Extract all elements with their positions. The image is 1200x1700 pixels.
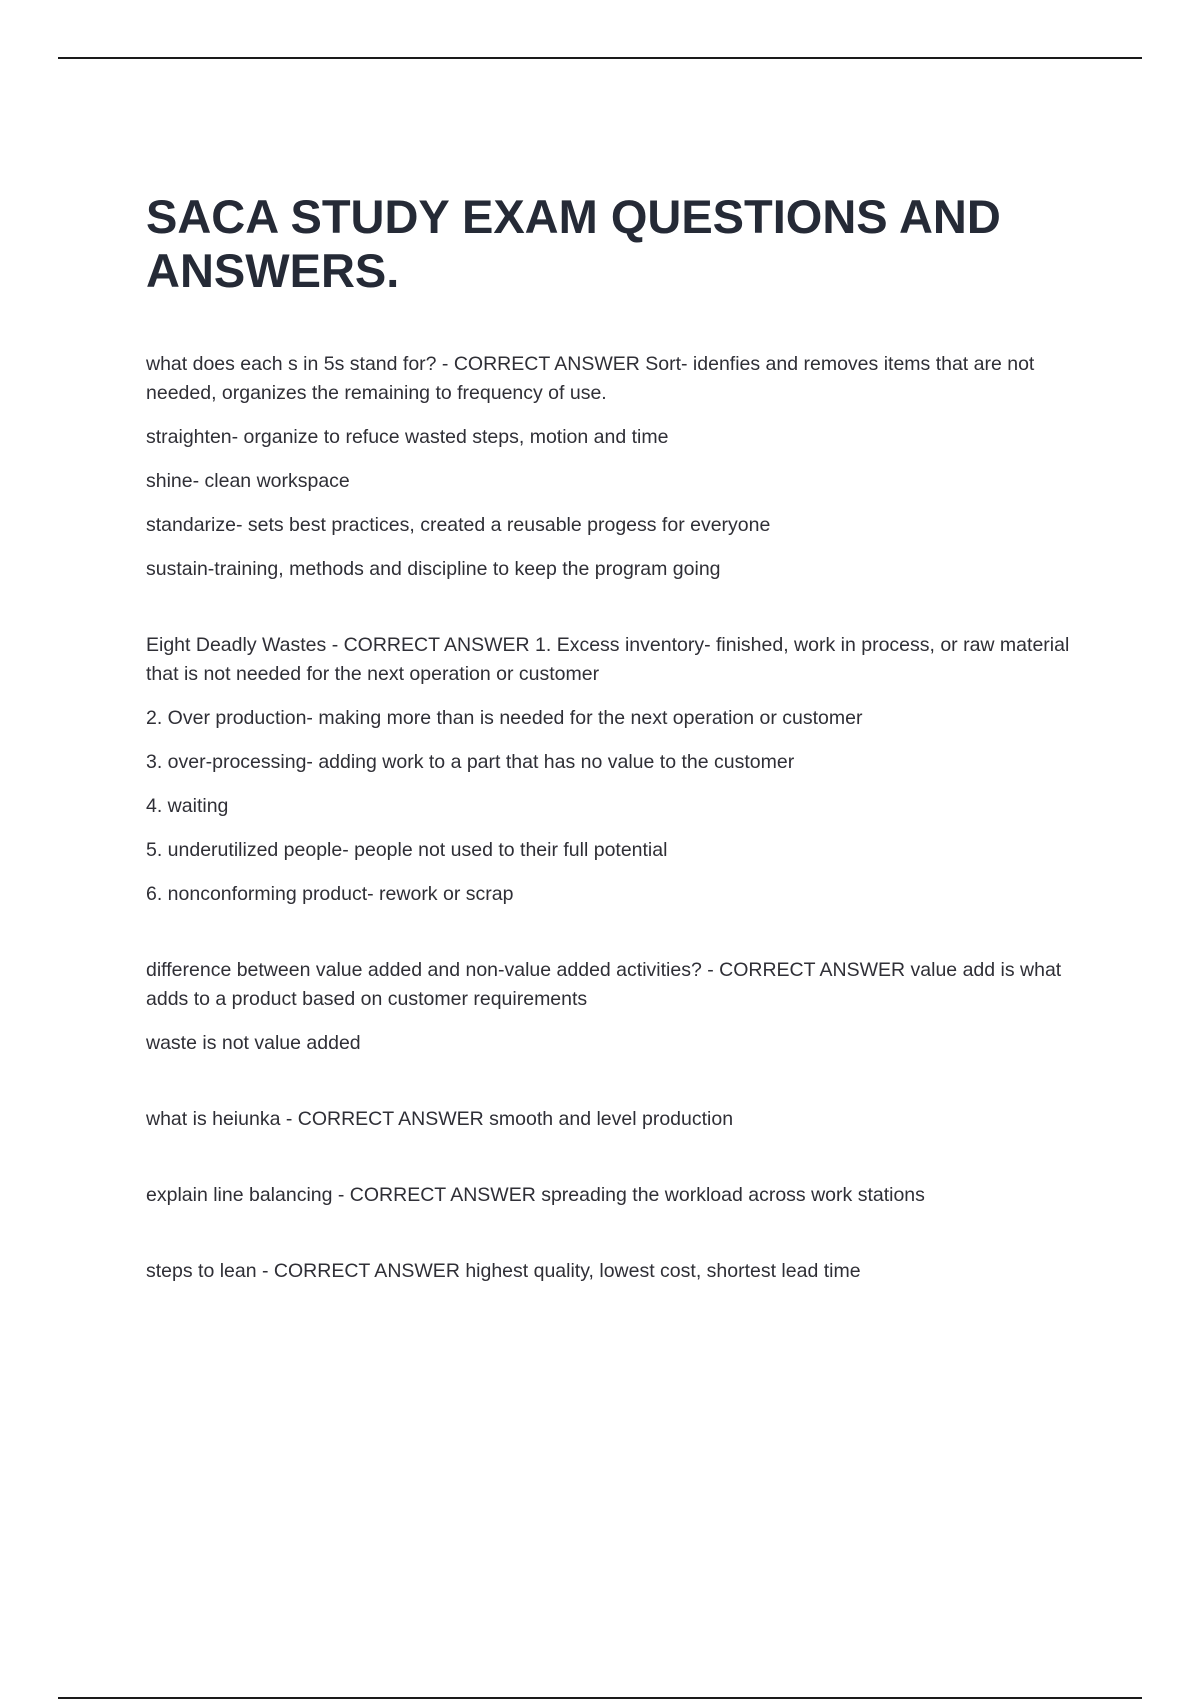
qa-paragraph: 4. waiting <box>146 795 229 817</box>
qa-paragraph: 6. nonconforming product- rework or scrap <box>146 883 514 905</box>
qa-item-line-balancing <box>146 1181 1096 1210</box>
document-title: SACA STUDY EXAM QUESTIONS AND ANSWERS. <box>146 190 1001 297</box>
bottom-divider <box>58 1697 1142 1699</box>
qa-paragraph: Eight Deadly Wastes - CORRECT ANSWER 1. Excess inventory- finished, work in process, or raw material that is not needed for the next operation or customer <box>146 634 1070 685</box>
qa-paragraph: what is heiunka - CORRECT ANSWER smooth and level production <box>146 1108 734 1130</box>
qa-paragraph: difference between value added and non-value added activities? - CORRECT ANSWER value add is what adds to a product based on customer requirements <box>146 959 1062 1010</box>
qa-paragraph: 5. underutilized people- people not used to their full potential <box>146 839 668 861</box>
qa-paragraph: sustain-training, methods and discipline to keep the program going <box>146 558 721 580</box>
qa-paragraph: what does each s in 5s stand for? - CORRECT ANSWER Sort- idenfies and removes items that are not needed, organizes the remaining to frequency of use. <box>146 353 1035 404</box>
qa-paragraph: explain line balancing - CORRECT ANSWER spreading the workload across work stations <box>146 1184 925 1206</box>
qa-paragraph: 2. Over production- making more than is needed for the next operation or customer <box>146 707 863 729</box>
qa-paragraph: standarize- sets best practices, created a reusable progess for everyone <box>146 514 771 536</box>
document-body <box>146 190 1096 1333</box>
qa-item-eight-deadly-wastes <box>146 631 1096 909</box>
qa-paragraph: shine- clean workspace <box>146 470 350 492</box>
qa-item-value-added <box>146 956 1096 1058</box>
qa-paragraph: 3. over-processing- adding work to a part that has no value to the customer <box>146 751 795 773</box>
qa-paragraph: steps to lean - CORRECT ANSWER highest quality, lowest cost, shortest lead time <box>146 1260 861 1282</box>
top-divider <box>58 57 1142 59</box>
qa-paragraph: straighten- organize to refuce wasted steps, motion and time <box>146 426 669 448</box>
qa-item-5s <box>146 350 1096 584</box>
qa-item-heiunka <box>146 1105 1096 1134</box>
qa-paragraph: waste is not value added <box>146 1032 361 1054</box>
qa-item-steps-to-lean <box>146 1257 1096 1286</box>
